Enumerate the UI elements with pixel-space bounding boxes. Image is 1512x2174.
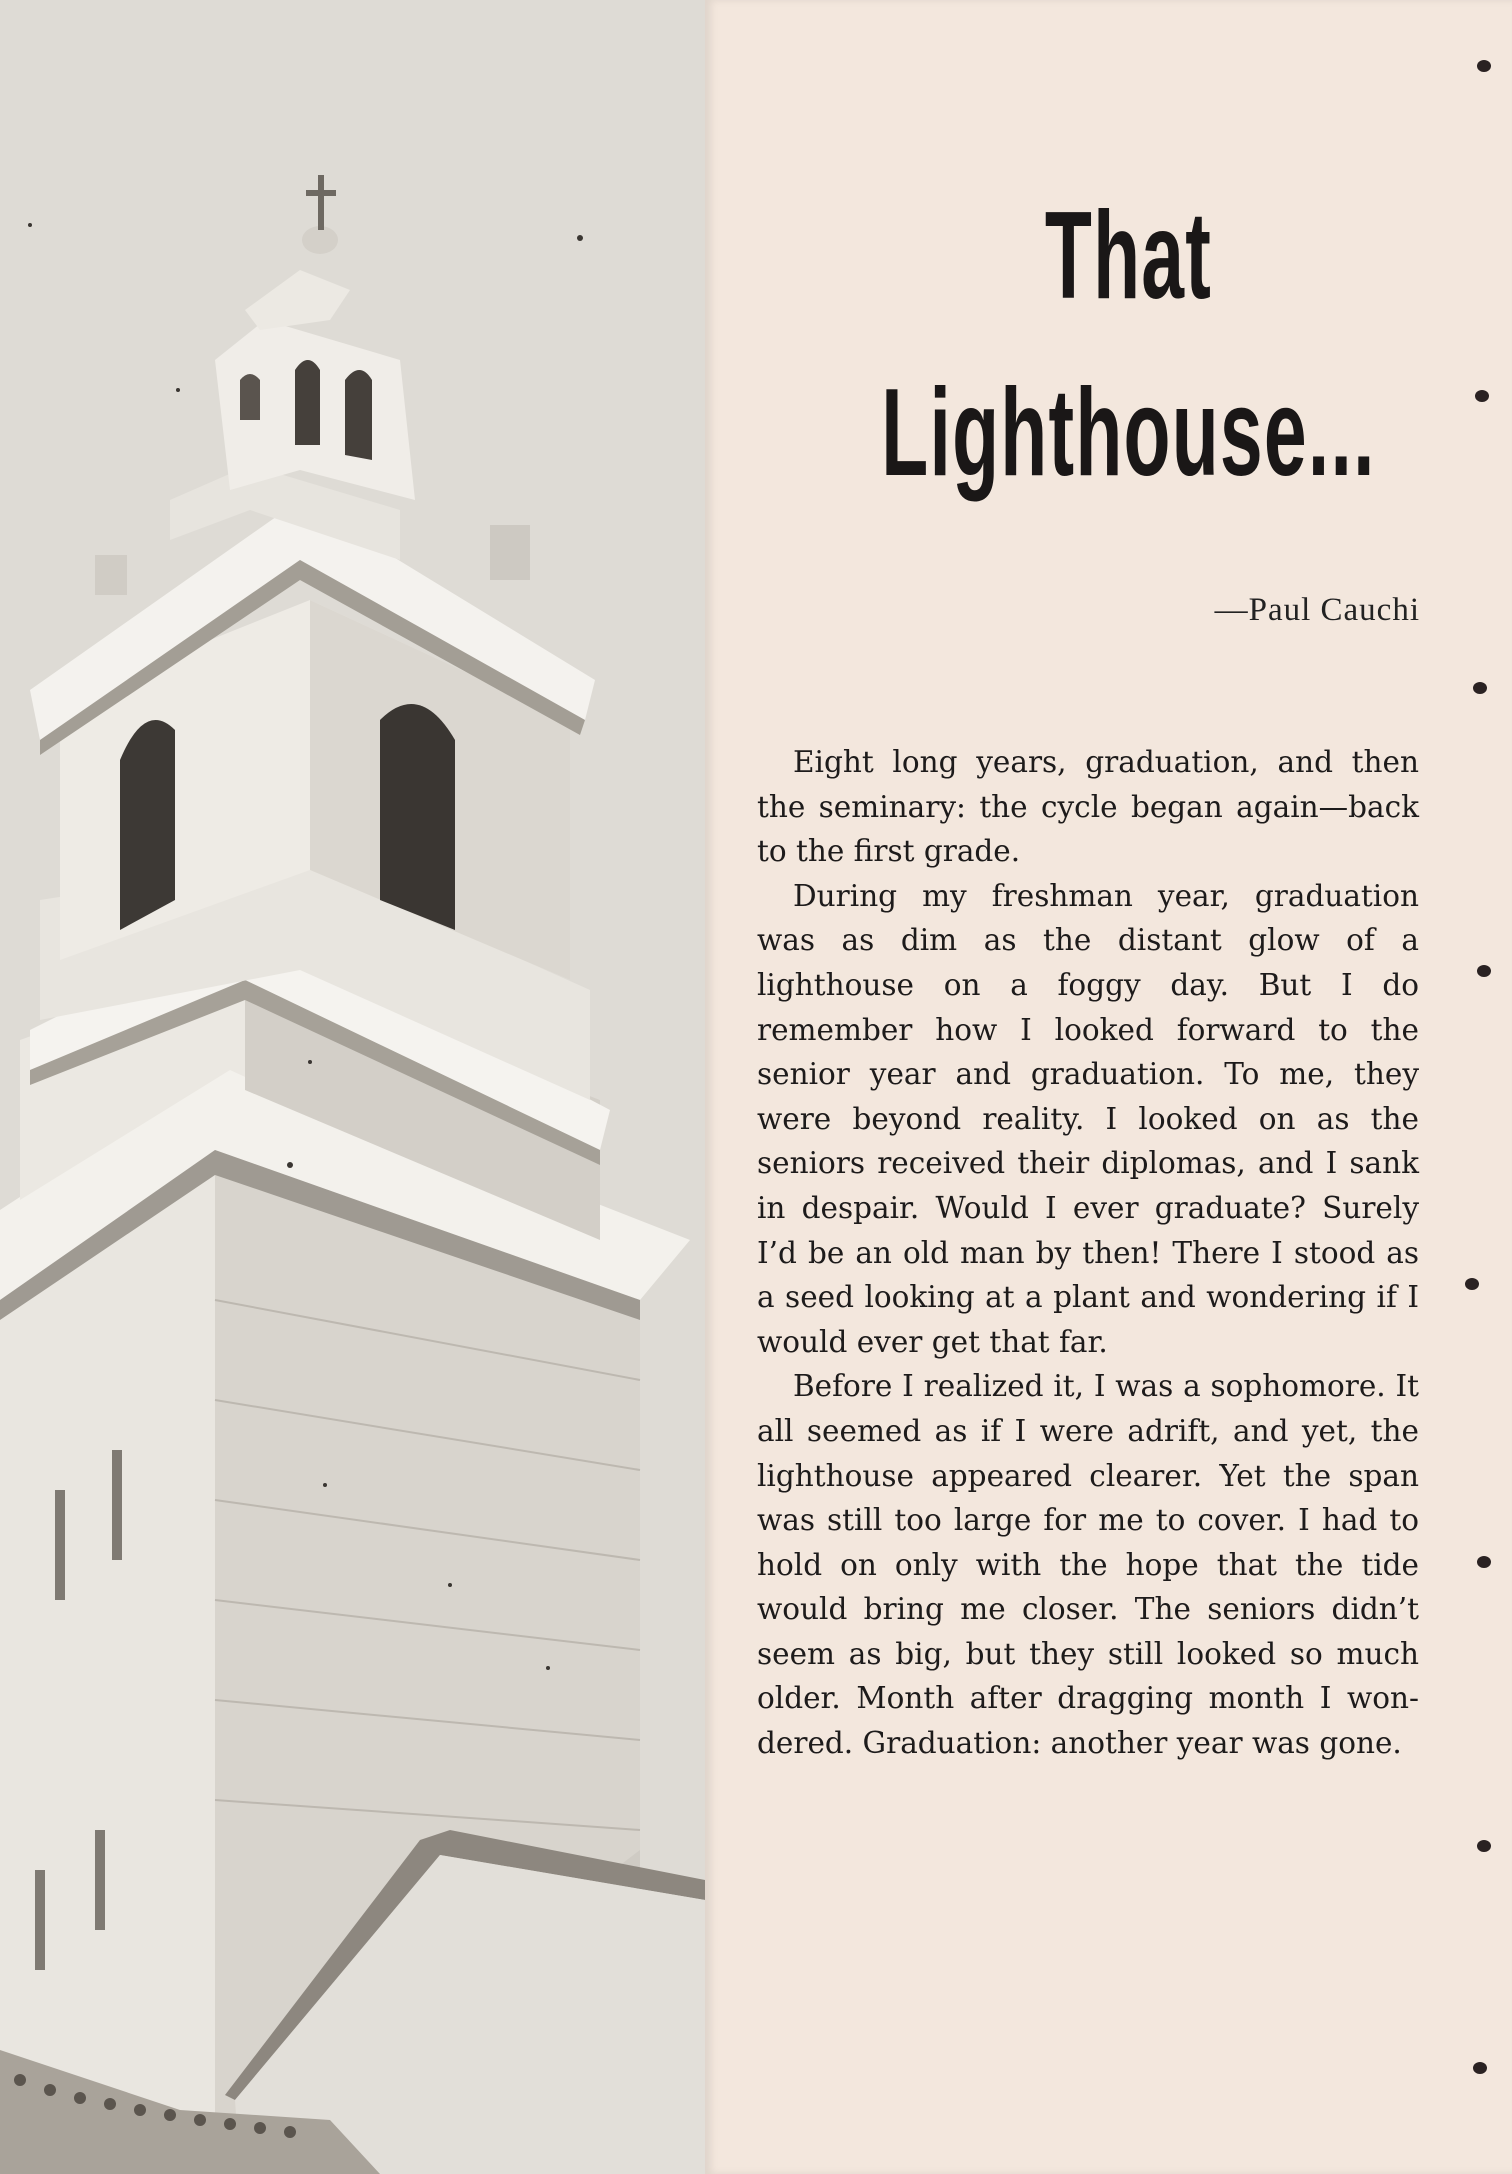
author-byline: —Paul Cauchi — [1214, 592, 1420, 628]
bell-tower-illustration — [0, 0, 705, 2174]
page-title-line-2: Lighthouse... — [881, 364, 1376, 502]
article-page — [705, 0, 1512, 2174]
article-body — [757, 740, 1419, 1766]
binding-hole — [1477, 1556, 1491, 1568]
paragraph: During my freshman year, graduation was as dim as the distant glow of a lighthouse on a foggy day. But I do remember how I looked forward to the senior year and graduation. To me, they were beyond reality. I looked on as the seniors received their diplomas, and I sank in despair. Would I ever graduate? Surely I’d be an old man by then! There I stood as a seed looking at a plant and wondering if I would ever get that far. — [757, 878, 1419, 1359]
paragraph: Eight long years, graduation, and then the seminary: the cycle began again—back to the first grade. — [757, 745, 1419, 869]
bell-tower-photo — [0, 0, 705, 2174]
binding-hole — [1477, 965, 1491, 977]
binding-hole — [1475, 390, 1489, 402]
binding-hole — [1473, 682, 1487, 694]
binding-hole — [1473, 2062, 1487, 2074]
binding-hole — [1477, 1840, 1491, 1852]
page-title-line-1: That — [1044, 187, 1213, 325]
binding-hole — [1477, 60, 1491, 72]
paragraph: Before I realized it, I was a sophomore. It all seemed as if I were adrift, and yet, the lighthouse appeared clearer. Yet the span was still too large for me to cover. I had to hold on only with the hope that the tide would bring me closer. The seniors didn’t seem as big, but they still looked so much older. Month after dragging month I wondered. Graduation: another year was gone. — [757, 1369, 1419, 1761]
binding-hole — [1465, 1278, 1479, 1290]
